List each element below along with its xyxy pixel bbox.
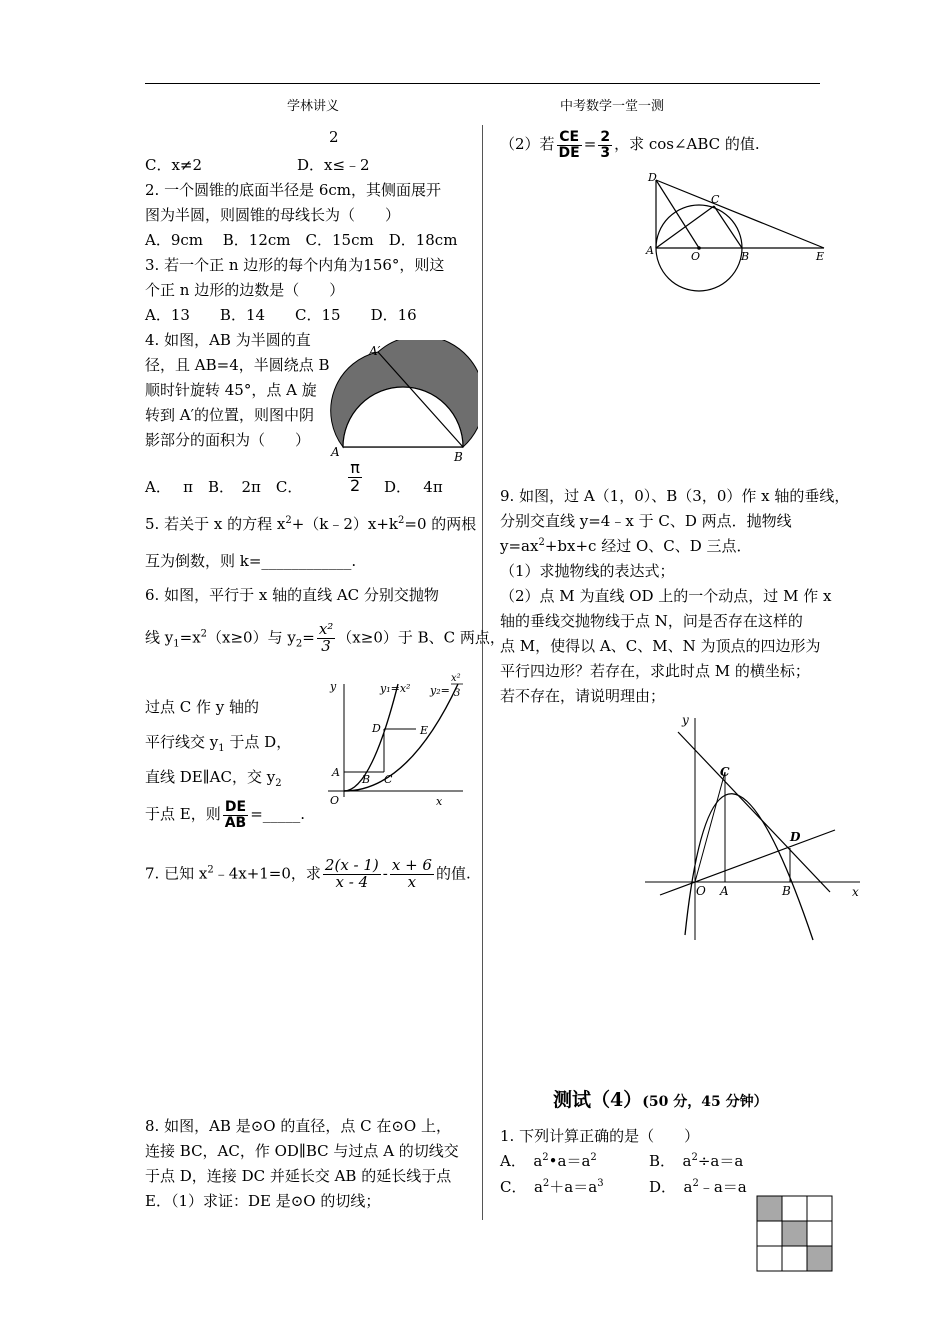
q6-line1: 6. 如图，平行于 x 轴的直线 AC 分别交抛物 xyxy=(145,586,439,604)
q4-options-ab: A． π B． 2π C． xyxy=(145,478,303,496)
q6-ab: AB xyxy=(224,814,247,831)
q5-text-c: =0 的两根 xyxy=(404,515,477,533)
t1-c-sup3: 3 xyxy=(597,1178,604,1189)
q7-f1-den: x - 4 xyxy=(335,872,369,891)
grid-figure xyxy=(756,1195,836,1275)
grid-cell-shaded xyxy=(807,1246,832,1271)
q4-option-d: D． 4π xyxy=(384,478,443,496)
label-b: B xyxy=(454,450,463,464)
q4-line3: 顺时针旋转 45°，点 A 旋 xyxy=(145,381,317,399)
q8-2b: ，求 cos∠ABC 的值. xyxy=(614,135,760,154)
line-cd xyxy=(678,732,830,892)
q9-line6: 轴的垂线交抛物线于点 N，问是否存在这样的 xyxy=(500,612,803,630)
q6-frac-num: x² xyxy=(318,620,334,638)
label-a-prime: A′ xyxy=(369,344,381,358)
label-d: D xyxy=(372,722,381,735)
header-right: 中考数学一堂一测 xyxy=(560,99,665,114)
header-rule xyxy=(145,83,820,84)
q4-option-c-frac xyxy=(346,460,364,495)
t1-b-sup: 2 xyxy=(691,1152,698,1163)
label-d: D xyxy=(790,830,801,844)
q6-frac-den: 3 xyxy=(321,636,331,655)
q5-text-a: 5. 若关于 x 的方程 x xyxy=(145,515,286,533)
t1-c2: ＋a＝a xyxy=(549,1178,598,1196)
q9-l3b: +bx+c 经过 O、C、D 三点． xyxy=(544,537,752,555)
q9-line5: （2）点 M 为直线 OD 上的一个动点，过 M 作 x xyxy=(500,587,832,605)
grid-cell xyxy=(757,1246,782,1271)
q9-line4: （1）求抛物线的表达式； xyxy=(500,562,675,580)
label-c: C xyxy=(711,193,720,206)
q4-figure xyxy=(328,340,478,465)
q6-line5 xyxy=(145,766,282,789)
q6-l6a: 于点 E，则 xyxy=(145,805,221,824)
q9-line7: 点 M，使得以 A、C、M、N 为顶点的四边形为 xyxy=(500,637,821,655)
t1-question: 1. 下列计算正确的是（ ） xyxy=(500,1127,700,1145)
q4-c-num: π xyxy=(348,460,362,478)
test-title xyxy=(553,1085,768,1112)
label-x: x xyxy=(436,795,443,808)
q8-eq: = xyxy=(583,135,597,154)
t1-a1: A． a xyxy=(500,1152,543,1170)
q9-line3 xyxy=(500,535,752,556)
q5-line1 xyxy=(145,513,476,534)
parabola xyxy=(685,794,813,940)
q8-de: DE xyxy=(558,144,580,161)
label-y: y xyxy=(330,680,337,693)
q7-minus: - xyxy=(382,864,388,883)
q7-a: 7. 已知 x xyxy=(145,864,208,883)
q8-line4: E．（1）求证：DE 是⊙O 的切线； xyxy=(145,1192,381,1210)
header-left: 学林讲义 xyxy=(287,99,340,114)
q6-sub1: 1 xyxy=(173,638,180,650)
label-c: C xyxy=(720,765,730,779)
q7-f1-num: 2(x - 1) xyxy=(324,856,379,874)
label-e: E xyxy=(420,724,429,737)
q7-f2-num: x + 6 xyxy=(391,856,432,874)
label-o: O xyxy=(691,250,701,263)
t1-a-sup2: 2 xyxy=(590,1152,597,1163)
column-divider xyxy=(482,125,483,1220)
q6-l5a: 直线 DE∥AC，交 y xyxy=(145,768,276,786)
line-bc xyxy=(714,206,742,248)
q6-l4a: 平行线交 y xyxy=(145,733,219,751)
label-a: A xyxy=(720,884,729,898)
grid-cell-shaded xyxy=(782,1221,807,1246)
q8-part2 xyxy=(500,130,760,160)
q6-de: DE xyxy=(223,800,249,816)
q9-line8: 平行四边形？若存在，求此时点 M 的横坐标； xyxy=(500,662,810,680)
line-od xyxy=(656,180,699,248)
q9-l3a: y=ax xyxy=(500,537,539,555)
label-c: C xyxy=(384,773,393,786)
label-y2-num: x² xyxy=(451,673,461,684)
label-x: x xyxy=(852,885,859,899)
t1-option-d xyxy=(649,1176,747,1197)
t1-d1: D． a xyxy=(649,1178,693,1196)
q6-t5: （x≥0）于 B、C 两点， xyxy=(337,628,505,647)
label-o: O xyxy=(696,884,706,898)
label-b: B xyxy=(741,250,750,263)
q2-line2: 图为半圆，则圆锥的母线长为（ ） xyxy=(145,206,401,224)
q6-figure xyxy=(318,672,478,812)
q6-t4: = xyxy=(302,628,315,647)
t1-b2: ÷a＝a xyxy=(697,1152,744,1170)
label-a: A xyxy=(332,766,340,779)
q5-line2: 互为倒数，则 k=____________. xyxy=(145,552,357,570)
grid-cell xyxy=(807,1221,832,1246)
q6-t3: （x≥0）与 y xyxy=(207,628,296,647)
label-y2: y₂= xyxy=(430,684,450,697)
q6-line2 xyxy=(145,622,505,655)
line-ac xyxy=(656,206,714,248)
q6-t2: =x xyxy=(179,628,201,647)
label-d: D xyxy=(648,171,657,184)
t1-a-sup1: 2 xyxy=(542,1152,549,1163)
t1-option-a xyxy=(500,1150,597,1171)
q8-v-den: 3 xyxy=(600,144,611,161)
q2-options: A．9cm B．12cm C．15cm D．18cm xyxy=(145,231,458,249)
q6-sub2: 2 xyxy=(295,638,303,650)
q4-line5: 影部分的面积为（ ） xyxy=(145,431,311,449)
label-y1: y₁=x² xyxy=(380,682,411,695)
q5-sup-b: 2 xyxy=(398,515,405,526)
q4-c-den: 2 xyxy=(350,475,361,495)
label-y: y xyxy=(682,713,689,727)
q9-line9: 若不存在，请说明理由； xyxy=(500,687,666,705)
q6-sup: 2 xyxy=(200,628,208,640)
q9-line1: 9. 如图，过 A（1，0）、B（3，0）作 x 轴的垂线， xyxy=(500,487,850,505)
q4-line1: 4. 如图，AB 为半圆的直 xyxy=(145,331,311,349)
grid-cell-shaded xyxy=(757,1196,782,1221)
q7-sup: 2 xyxy=(207,864,214,876)
q6-l4-sub: 1 xyxy=(218,743,225,754)
q2-line1: 2. 一个圆锥的底面半径是 6cm，其侧面展开 xyxy=(145,181,442,199)
label-a: A xyxy=(331,445,340,459)
grid-cell xyxy=(807,1196,832,1221)
q6-line3: 过点 C 作 y 轴的 xyxy=(145,698,260,716)
t1-c1: C． a xyxy=(500,1178,543,1196)
t1-a2: •a＝a xyxy=(548,1152,591,1170)
q8-line2: 连接 BC，AC，作 OD∥BC 与过点 A 的切线交 xyxy=(145,1142,459,1160)
line-od xyxy=(660,830,835,895)
q6-t1: 线 y xyxy=(145,628,174,647)
q4-line2: 径，且 AB=4，半圆绕点 B xyxy=(145,356,330,374)
q6-l5-sub: 2 xyxy=(275,778,282,789)
q6-l6b: =_____. xyxy=(250,805,306,824)
t1-c-sup: 2 xyxy=(542,1178,550,1189)
q7-c: 的值. xyxy=(435,864,471,883)
test-title-sub: (50 分，45 分钟） xyxy=(642,1094,768,1110)
q9-sup: 2 xyxy=(538,537,545,548)
q8-2a: （2）若 xyxy=(500,135,555,154)
q8-v-num: 2 xyxy=(600,129,611,145)
q6-l4b: 于点 D， xyxy=(224,733,292,751)
q4-line4: 转到 A′的位置，则图中阴 xyxy=(145,406,315,424)
t1-option-b xyxy=(649,1150,743,1171)
q3-options: A．13 B．14 C．15 D．16 xyxy=(145,306,417,324)
label-e: E xyxy=(816,250,825,263)
q3-line2: 个正 n 边形的边数是（ ） xyxy=(145,281,345,299)
line-de xyxy=(656,180,824,248)
q7-line xyxy=(145,858,471,891)
q5-text-b: +（k﹣2）x+k xyxy=(291,515,399,533)
q3-line1: 3. 若一个正 n 边形的每个内角为156°，则这 xyxy=(145,256,445,274)
t1-d2: ﹣a＝a xyxy=(698,1178,747,1196)
q1-option-d: D．x≤﹣2 xyxy=(297,156,370,174)
q8-ce: CE xyxy=(557,130,582,146)
q7-b: ﹣4x+1=0，求 xyxy=(213,864,321,883)
q9-line2: 分别交直线 y=4﹣x 于 C、D 两点．抛物线 xyxy=(500,512,792,530)
grid-cell xyxy=(757,1221,782,1246)
t1-d-sup: 2 xyxy=(692,1178,699,1189)
test-title-main: 测试（4） xyxy=(553,1089,643,1111)
q9-figure xyxy=(640,710,870,945)
label-o: O xyxy=(330,794,340,807)
grid-cell xyxy=(782,1246,807,1271)
q1-denominator: 2 xyxy=(329,128,339,146)
q8-line3: 于点 D，连接 DC 并延长交 AB 的延长线于点 xyxy=(145,1167,452,1185)
q1-option-c: C．x≠2 xyxy=(145,156,203,174)
grid-cell xyxy=(782,1196,807,1221)
label-b: B xyxy=(362,773,371,786)
label-b: B xyxy=(782,884,791,898)
q7-f2-den: x xyxy=(407,872,417,891)
t1-option-c xyxy=(500,1176,604,1197)
line-oc xyxy=(695,772,725,882)
q5-sup-a: 2 xyxy=(285,515,292,526)
q8-figure xyxy=(644,168,834,293)
q6-line4 xyxy=(145,731,291,754)
label-a: A xyxy=(646,244,654,257)
q8-line1: 8. 如图，AB 是⊙O 的直径，点 C 在⊙O 上， xyxy=(145,1117,451,1135)
label-y2-den: 3 xyxy=(454,688,461,699)
q6-line6 xyxy=(145,800,305,830)
t1-b1: B． a xyxy=(649,1152,692,1170)
